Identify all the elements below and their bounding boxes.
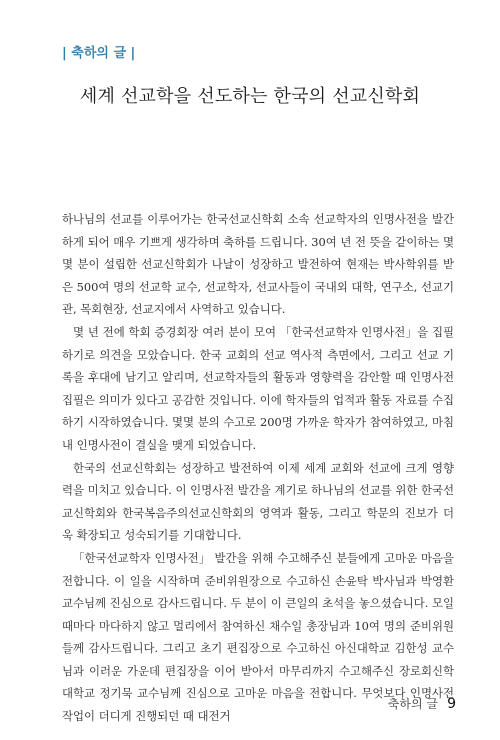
page-number: 9 [447,696,456,712]
body-text [62,208,454,728]
paragraph: 한국의 선교신학회는 성장하고 발전하여 이제 세계 교회와 선교에 크게 영향력을 미치고 있습니다. 이 인명사전 발간을 계기로 하나님의 선교를 위한 한국선교신학회와 한국복음주의선교신학회의 영역과 활동, 그리고 학문의 진보가 더욱 확장되고 성숙되기를 기대합니다. [62,460,454,543]
footer-section-label: 축하의 글 [387,697,438,711]
paragraph: 하나님의 선교를 이루어가는 한국선교신학회 소속 선교학자의 인명사전을 발간하게 되어 매우 기쁘게 생각하며 축하를 드립니다. 30여 년 전 뜻을 같이하는 몇몇 분이 설립한 선교신학회가 나날이 성장하고 발전하여 현재는 박사학위를 받은 500여 명의 선교학 교수, 선교학자, 선교사들이 국내외 대학, 연구소, 선교기관, 목회현장, 선교지에서 사역하고 있습니다. [62,212,454,317]
page-footer [388,693,456,712]
paragraph: 「한국선교학자 인명사전」 발간을 위해 수고해주신 분들에게 고마운 마음을 전합니다. 이 일을 시작하며 준비위원장으로 수고하신 손윤탁 박사님과 박영환 교수님께 진심으로 감사드립니다. 두 분이 이 큰일의 초석을 놓으셨습니다. 모일때마다 마다하지 않고 멀리에서 참여하신 채수일 총장님과 10여 명의 준비위원들께 감사드립니다. 그리고 초기 편집장으로 수고하신 아신대학교 김한성 교수님과 이러운 가운데 편집장을 이어 받아서 마무리까지 수고해주신 장로회신학대학교 정기묵 교수님께 진심으로 고마운 마음을 전합니다. 무엇보다 인명사전 작업이 더디게 진행되던 때 대전거 [62,550,454,724]
paragraph: 몇 년 전에 학회 증경회장 여러 분이 모여 「한국선교학자 인명사전」을 집필하기로 의견을 모았습니다. 한국 교회의 선교 역사적 측면에서, 그리고 선교 기록을 후대에 남기고 알리며, 선교학자들의 활동과 영향력을 감안할 때 인명사전 집필은 의미가 있다고 공감한 것입니다. 이에 학자들의 업적과 활동 자료를 수집하기 시작하였습니다. 몇몇 분의 수고로 200명 가까운 학자가 참여하였고, 마침내 인명사전이 결실을 맺게 되었습니다. [62,324,454,452]
page-title: 세계 선교학을 선도하는 한국의 선교신학회 [79,86,421,107]
section-label: | 축하의 글 | [62,46,136,61]
